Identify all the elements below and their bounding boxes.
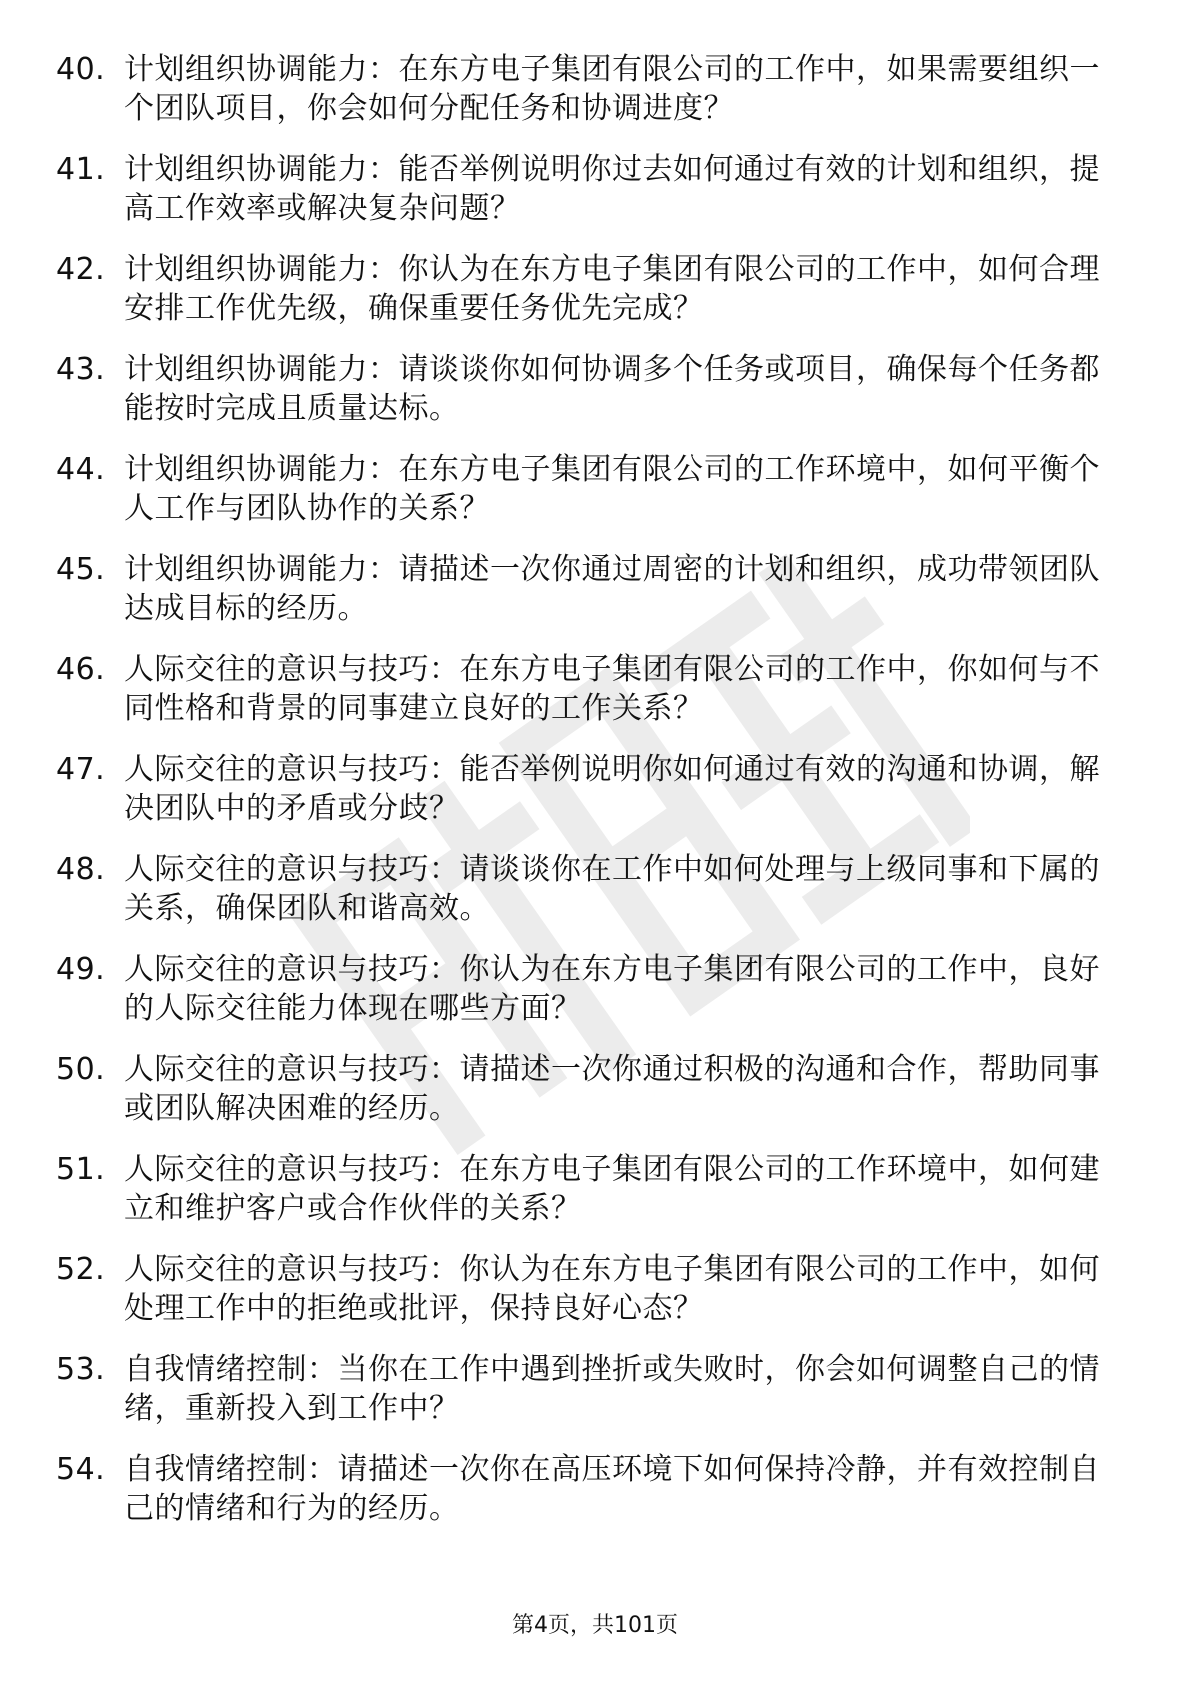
question-text: 计划组织协调能力：在东方电子集团有限公司的工作中，如果需要组织一个团队项目，你会如何分配任务和协调进度？ <box>124 52 1100 126</box>
list-item <box>56 1050 1116 1128</box>
question-text: 计划组织协调能力：请描述一次你通过周密的计划和组织，成功带领团队达成目标的经历。 <box>124 552 1100 626</box>
question-number: 49. <box>56 952 106 987</box>
question-text: 人际交往的意识与技巧：请谈谈你在工作中如何处理与上级同事和下属的关系，确保团队和谐高效。 <box>124 852 1100 926</box>
list-item <box>56 1350 1116 1428</box>
question-number: 45. <box>56 552 106 587</box>
list-item <box>56 1450 1116 1528</box>
question-number: 52. <box>56 1252 106 1287</box>
question-number: 43. <box>56 352 106 387</box>
question-number: 53. <box>56 1352 106 1387</box>
list-item <box>56 750 1116 828</box>
list-item <box>56 150 1116 228</box>
question-number: 40. <box>56 52 106 87</box>
question-number: 48. <box>56 852 106 887</box>
list-item <box>56 650 1116 728</box>
question-text: 自我情绪控制：请描述一次你在高压环境下如何保持冷静，并有效控制自己的情绪和行为的经历。 <box>124 1452 1100 1526</box>
question-number: 47. <box>56 752 106 787</box>
list-item <box>56 450 1116 528</box>
question-text: 计划组织协调能力：能否举例说明你过去如何通过有效的计划和组织，提高工作效率或解决复杂问题？ <box>124 152 1100 226</box>
question-text: 计划组织协调能力：在东方电子集团有限公司的工作环境中，如何平衡个人工作与团队协作的关系？ <box>124 452 1100 526</box>
question-text: 人际交往的意识与技巧：能否举例说明你如何通过有效的沟通和协调，解决团队中的矛盾或分歧？ <box>124 752 1100 826</box>
question-text: 计划组织协调能力：请谈谈你如何协调多个任务或项目，确保每个任务都能按时完成且质量达标。 <box>124 352 1100 426</box>
question-number: 50. <box>56 1052 106 1087</box>
question-number: 41. <box>56 152 106 187</box>
question-number: 44. <box>56 452 106 487</box>
question-text: 人际交往的意识与技巧：你认为在东方电子集团有限公司的工作中，如何处理工作中的拒绝或批评，保持良好心态？ <box>124 1252 1100 1326</box>
question-number: 42. <box>56 252 106 287</box>
question-list <box>56 50 1116 1550</box>
list-item <box>56 550 1116 628</box>
question-text: 人际交往的意识与技巧：请描述一次你通过积极的沟通和合作，帮助同事或团队解决困难的经历。 <box>124 1052 1100 1126</box>
question-text: 人际交往的意识与技巧：在东方电子集团有限公司的工作中，你如何与不同性格和背景的同事建立良好的工作关系？ <box>124 652 1100 726</box>
list-item <box>56 950 1116 1028</box>
page-footer: 第4页，共101页 <box>512 1613 678 1638</box>
question-text: 人际交往的意识与技巧：你认为在东方电子集团有限公司的工作中，良好的人际交往能力体现在哪些方面？ <box>124 952 1100 1026</box>
question-text: 自我情绪控制：当你在工作中遇到挫折或失败时，你会如何调整自己的情绪，重新投入到工作中？ <box>124 1352 1100 1426</box>
list-item <box>56 250 1116 328</box>
list-item <box>56 850 1116 928</box>
question-number: 51. <box>56 1152 106 1187</box>
list-item <box>56 1150 1116 1228</box>
question-text: 计划组织协调能力：你认为在东方电子集团有限公司的工作中，如何合理安排工作优先级，确保重要任务优先完成？ <box>124 252 1100 326</box>
list-item <box>56 350 1116 428</box>
list-item <box>56 50 1116 128</box>
list-item <box>56 1250 1116 1328</box>
question-number: 54. <box>56 1452 106 1487</box>
question-number: 46. <box>56 652 106 687</box>
question-text: 人际交往的意识与技巧：在东方电子集团有限公司的工作环境中，如何建立和维护客户或合作伙伴的关系？ <box>124 1152 1100 1226</box>
